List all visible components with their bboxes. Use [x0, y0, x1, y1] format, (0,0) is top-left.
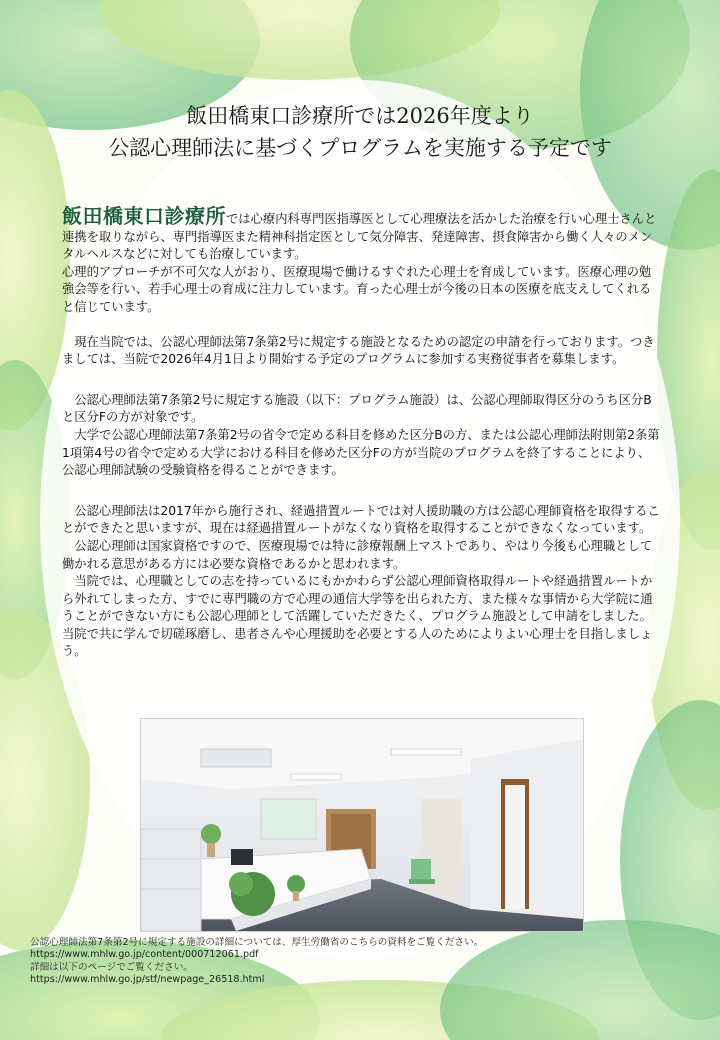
- intro-text-1: では心療内科専門医指導医として心理療法を活かした治療を行い心理士さんと連携を取りながら、専門指導医また精神科指定医として気分障害、発達障害、摂食障害から働く人々のメンタルヘルスなどに対しても治療しています。: [62, 212, 657, 262]
- clinic-interior-photo: [140, 718, 584, 932]
- page-title: [40, 100, 680, 164]
- section-3-paragraph-1: 公認心理師法第7条第2号に規定する施設（以下：プログラム施設）は、公認心理師取得区分のうち区分Bと区分Fの方が対象です。: [62, 392, 652, 425]
- footer-notes: [30, 937, 590, 987]
- footer-link-2[interactable]: https://www.mhlw.go.jp/stf/newpage_26518.html: [30, 974, 265, 986]
- section-2-paragraph-1: 現在当院では、公認心理師法第7条第2号に規定する施設となるための認定の申請を行っております。つきましては、当院で2026年4月1日より開始する予定のプログラムに参加する実務従事者を募集します。: [62, 334, 655, 367]
- section-4-paragraph-1: 公認心理師法は2017年から施行され、経過措置ルートでは対人援助職の方は公認心理師資格を取得することができたと思いますが、現在は経過措置ルートがなくなり資格を取得することができなくなっています。: [62, 503, 660, 536]
- section-4-paragraph-3: 当院では、心理職としての志を持っているにもかかわらず公認心理師資格取得ルートや経過措置ルートから外れてしまった方、すでに専門職の方で心理の通信大学等を出られた方、また様々な事情から大学院に通うことができない方にも公認心理師として活躍していただきたく、プログラム施設として申請をしました。当院で共に学んで切磋琢磨し、患者さんや心理援助を必要とする人のためによりよい心理士を目指しましょう。: [62, 574, 653, 659]
- footer-line-3: 詳細は以下のページでご覧ください。: [30, 961, 193, 973]
- intro-paragraph-1: [62, 204, 660, 264]
- footer-line-1: 公認心理師法第7条第2号に規定する施設の詳細については、厚生労働省のこちらの資料をご覧ください。: [30, 937, 484, 948]
- body-text: [62, 204, 660, 661]
- section-4-paragraph-2: 公認心理師は国家資格ですので、医療現場では特に診療報酬上マストであり、やはり今後も心理職として働かれる意思がある方には必要な資格であるかと思われます。: [62, 538, 653, 571]
- section-3-paragraph-2: 大学で公認心理師法第7条第2号の省令で定める科目を修めた区分Bの方、または公認心理師法附則第2条第1項第4号の省令で定める大学における科目を修めた区分Fの方が当院のプログラムを終了することにより、公認心理師試験の受験資格を得ることができます。: [62, 427, 660, 478]
- title-line-1: 飯田橋東口診療所では2026年度より: [186, 104, 534, 128]
- clinic-name: 飯田橋東口診療所: [62, 204, 226, 228]
- intro-paragraph-2: 心理的アプローチが不可欠な人がおり、医療現場で働けるすぐれた心理士を育成しています。医療心理の勉強会等を行い、若手心理士の育成に注力しています。育った心理士が今後の日本の医療を底支えしてくれると信じています。: [62, 264, 652, 314]
- title-line-2: 公認心理師法に基づくプログラムを実施する予定です: [108, 136, 612, 160]
- footer-link-1[interactable]: https://www.mhlw.go.jp/content/000712061.pdf: [30, 949, 259, 961]
